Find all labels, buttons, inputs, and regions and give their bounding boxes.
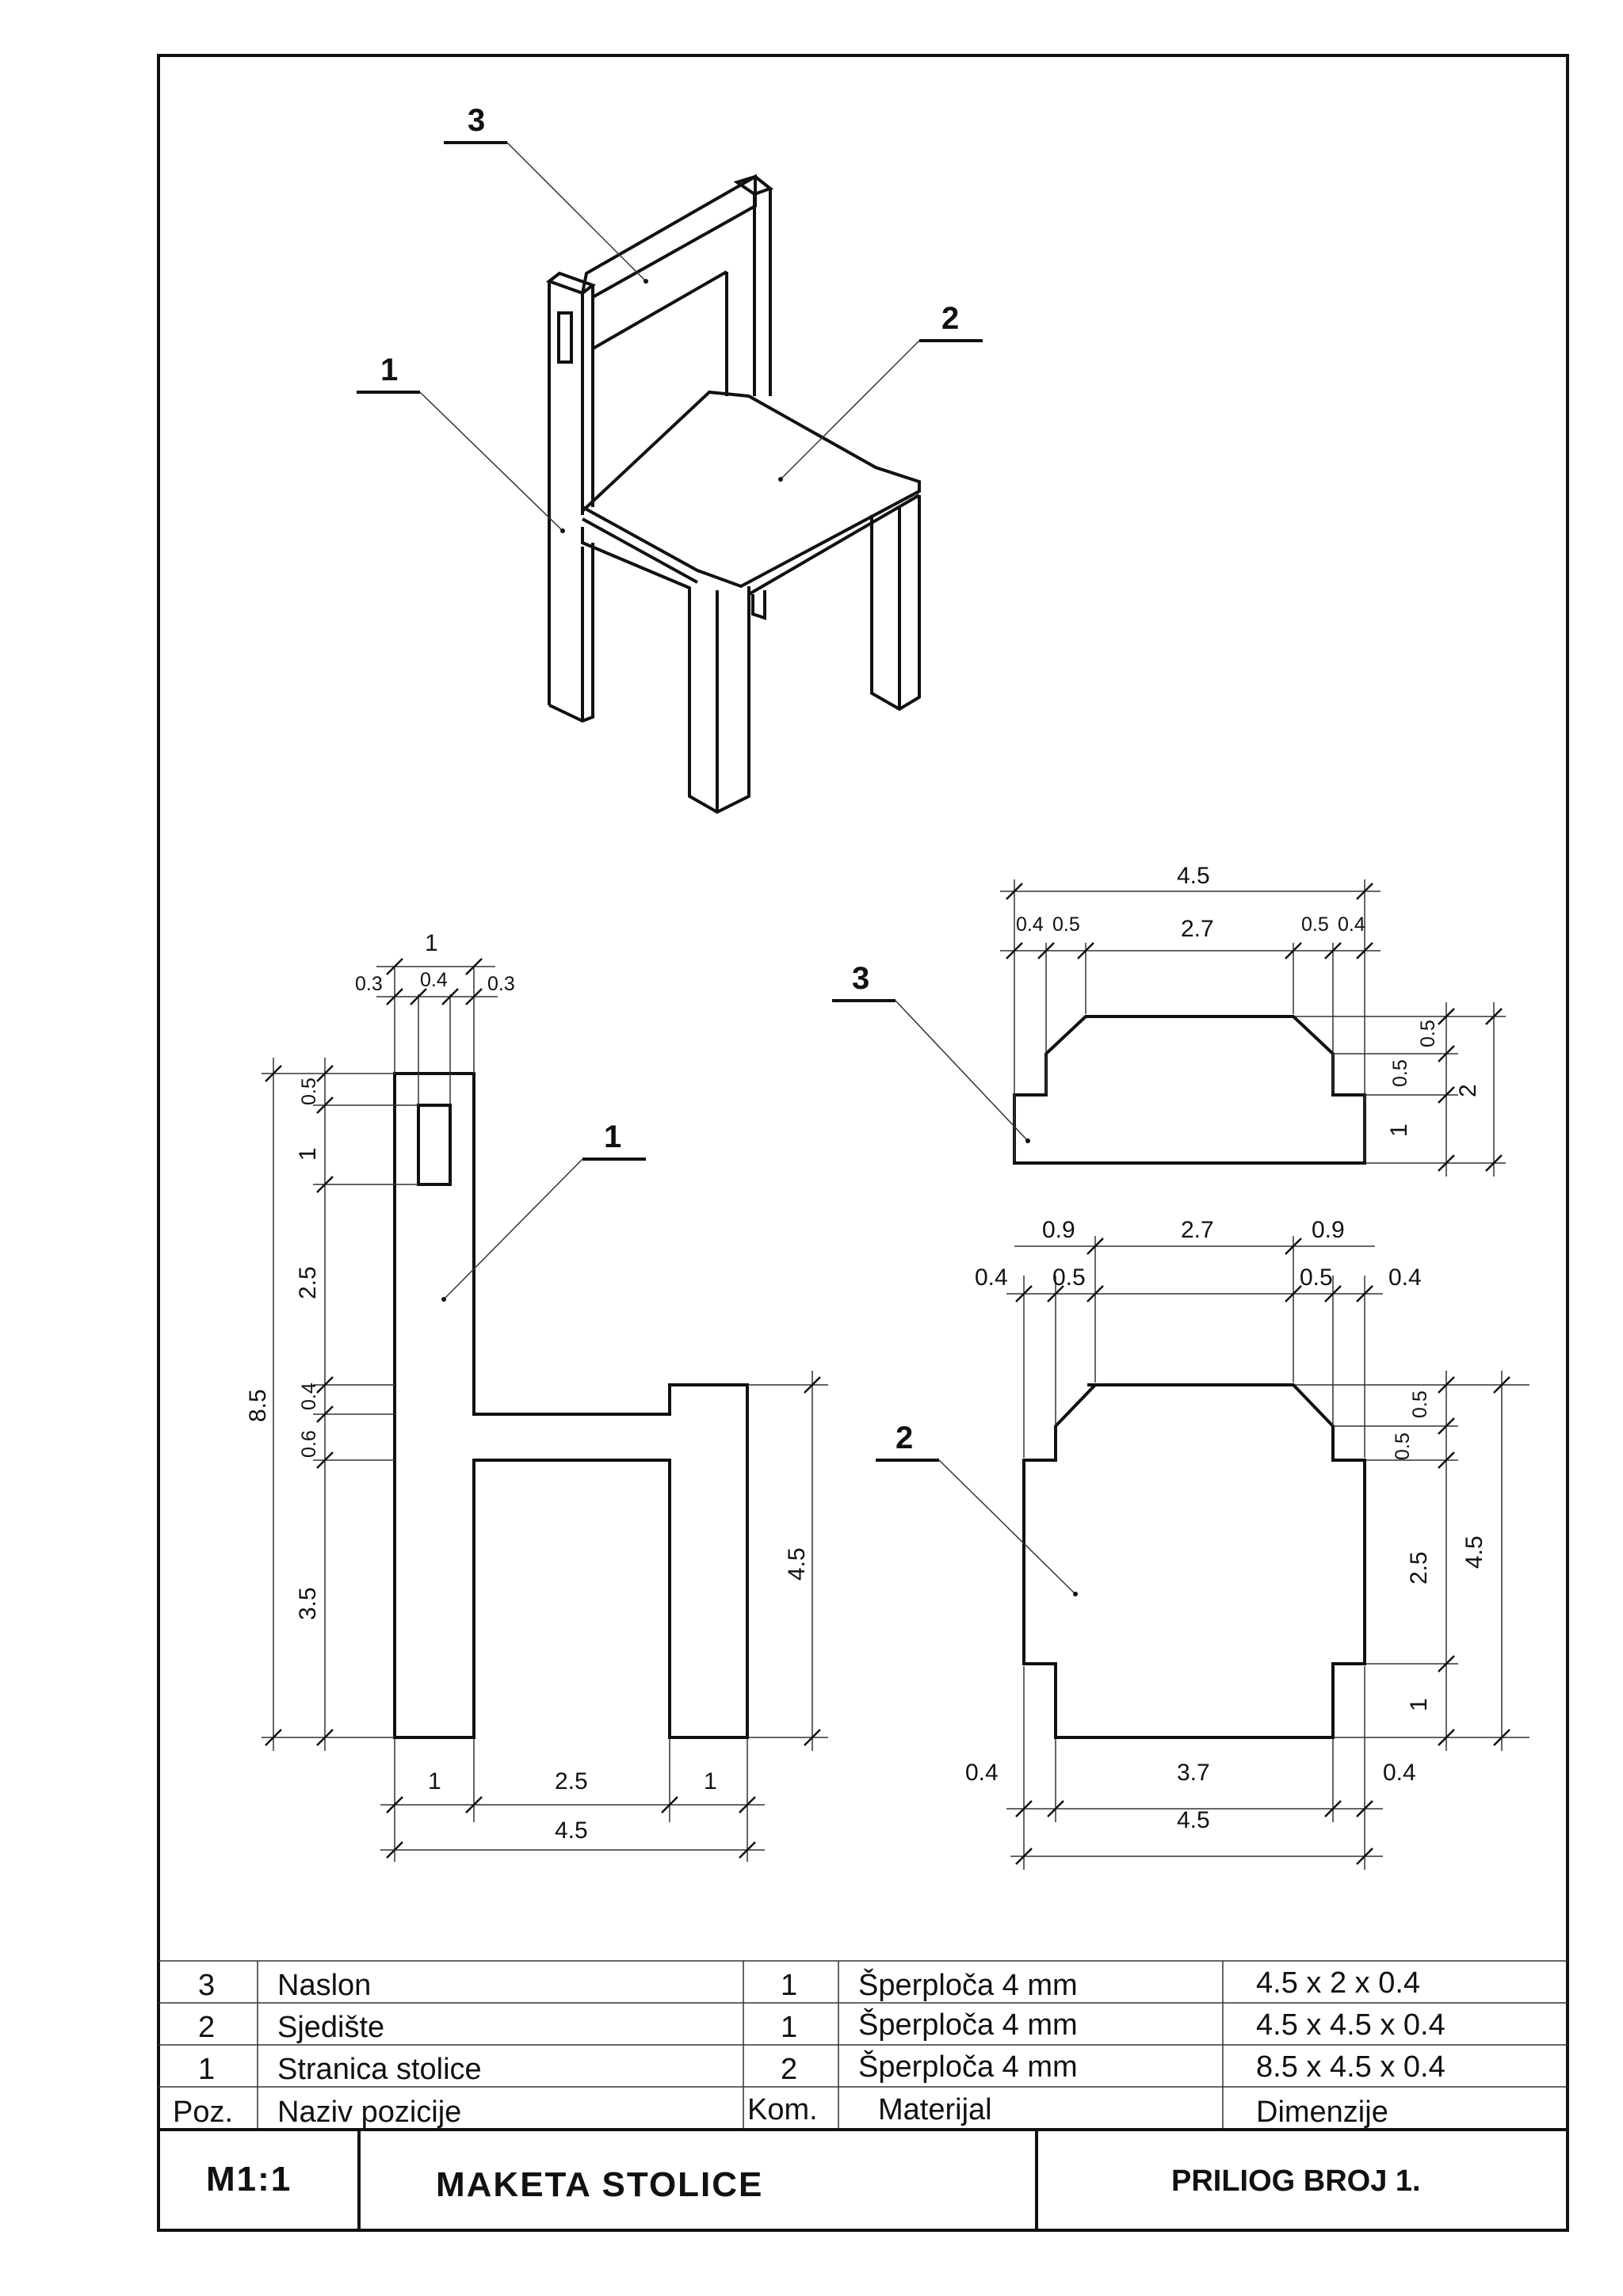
row-materijal: Šperploča 4 mm — [858, 1969, 1078, 2002]
backrest-dim-t2: 0.5 — [1052, 913, 1080, 936]
side-dim-top-total: 1 — [425, 930, 438, 956]
backrest-dim-t4: 0.5 — [1301, 913, 1329, 936]
side-dim-left-e: 0.6 — [298, 1430, 320, 1458]
header-poz: Poz. — [173, 2096, 234, 2129]
header-naziv: Naziv pozicije — [277, 2096, 462, 2129]
seat-dim-t3: 0.9 — [1312, 1217, 1345, 1243]
attachment-label: PRILIOG BROJ 1. — [1171, 2164, 1421, 2198]
header-materijal: Materijal — [878, 2093, 992, 2126]
side-dim-left-a: 0.5 — [298, 1077, 320, 1105]
seat-dim-b2: 3.7 — [1177, 1760, 1210, 1786]
side-callout-label-1: 1 — [604, 1119, 622, 1154]
seat-view-dimensions — [965, 1217, 1529, 1870]
seat-dim-t1: 0.9 — [1042, 1217, 1075, 1243]
side-dim-right-height: 4.5 — [784, 1547, 810, 1581]
backrest-dim-t1: 0.4 — [1016, 913, 1044, 936]
iso-callout-1 — [357, 353, 565, 533]
row-naziv: Stranica stolice — [277, 2053, 482, 2086]
seat-dim-t7: 0.4 — [1388, 1264, 1422, 1291]
row-naziv: Sjedište — [277, 2011, 385, 2044]
seat-dim-b-total: 4.5 — [1177, 1807, 1210, 1833]
backrest-callout-3 — [832, 961, 1030, 1143]
side-callout-1 — [441, 1119, 646, 1302]
seat-dim-t2: 2.7 — [1181, 1217, 1214, 1243]
side-dim-left-c: 2.5 — [295, 1266, 321, 1299]
side-dim-left-b: 1 — [295, 1147, 321, 1161]
drawing-border — [158, 55, 1568, 2230]
seat-callout-2 — [876, 1421, 1078, 1596]
side-dim-left-total: 8.5 — [245, 1389, 271, 1422]
seat-dim-t4: 0.4 — [975, 1264, 1008, 1291]
seat-callout-label-2: 2 — [896, 1421, 914, 1455]
backrest-dim-t3: 2.7 — [1181, 916, 1214, 942]
seat-dim-r1: 0.5 — [1409, 1390, 1431, 1418]
table-row-3 — [198, 1966, 1420, 2002]
table-row-2 — [198, 2007, 1445, 2044]
drawing-title: MAKETA STOLICE — [436, 2165, 764, 2204]
side-dim-bottom-b: 2.5 — [555, 1768, 588, 1794]
title-block — [206, 2130, 1421, 2230]
seat-dim-b3: 0.4 — [1383, 1760, 1416, 1786]
row-naziv: Naslon — [277, 1969, 372, 2002]
seat-dim-r2: 0.5 — [1392, 1432, 1414, 1460]
row-kom: 1 — [781, 2011, 798, 2044]
side-dim-top-left: 0.3 — [355, 973, 383, 995]
scale-label: M1:1 — [206, 2160, 292, 2199]
header-dimenzije: Dimenzije — [1256, 2096, 1388, 2129]
row-materijal: Šperploča 4 mm — [858, 2008, 1078, 2042]
side-dim-bottom-total: 4.5 — [555, 1817, 588, 1844]
row-kom: 2 — [781, 2053, 798, 2086]
callout-label-3: 3 — [468, 103, 486, 138]
row-kom: 1 — [781, 1969, 798, 2002]
side-dim-bottom-c: 1 — [704, 1768, 717, 1794]
row-poz: 2 — [198, 2011, 216, 2044]
row-materijal: Šperploča 4 mm — [858, 2050, 1078, 2084]
side-view-dimensions — [245, 930, 828, 1862]
side-dim-left-d: 0.4 — [298, 1383, 320, 1410]
side-view-part — [395, 1074, 747, 1737]
seat-dim-r3: 2.5 — [1406, 1551, 1432, 1585]
backrest-callout-label-3: 3 — [852, 961, 870, 996]
seat-dim-r4: 1 — [1406, 1698, 1432, 1711]
callout-label-2: 2 — [941, 301, 960, 336]
table-header — [173, 2093, 1388, 2129]
table-row-1 — [198, 2049, 1445, 2086]
iso-callout-2 — [778, 301, 983, 482]
row-poz: 1 — [198, 2053, 216, 2086]
row-poz: 3 — [198, 1969, 216, 2002]
callout-label-1: 1 — [380, 353, 399, 387]
backrest-dim-t5: 0.4 — [1338, 913, 1365, 936]
seat-dim-t6: 0.5 — [1300, 1264, 1333, 1291]
backrest-dim-r2: 0.5 — [1389, 1059, 1411, 1087]
backrest-dim-r1: 0.5 — [1417, 1020, 1439, 1047]
backrest-dim-top-total: 4.5 — [1177, 863, 1210, 889]
backrest-dim-r3: 1 — [1386, 1123, 1412, 1137]
side-dim-top-mid: 0.4 — [420, 969, 448, 991]
side-dim-top-right: 0.3 — [487, 973, 515, 995]
isometric-chair — [549, 177, 919, 812]
backrest-view-dimensions — [1000, 863, 1506, 1177]
backrest-dim-total: 2 — [1455, 1084, 1481, 1097]
seat-dim-r-total: 4.5 — [1461, 1535, 1487, 1569]
header-kom: Kom. — [747, 2093, 818, 2126]
row-dimenzije: 8.5 x 4.5 x 0.4 — [1256, 2050, 1445, 2084]
seat-view-part — [1024, 1385, 1365, 1737]
side-dim-left-f: 3.5 — [295, 1587, 321, 1620]
parts-table — [158, 1961, 1568, 2130]
seat-dim-b1: 0.4 — [965, 1760, 999, 1786]
row-dimenzije: 4.5 x 2 x 0.4 — [1256, 1966, 1421, 2000]
backrest-view-part — [1014, 1016, 1365, 1163]
row-dimenzije: 4.5 x 4.5 x 0.4 — [1256, 2008, 1445, 2042]
side-dim-bottom-a: 1 — [428, 1768, 441, 1794]
seat-dim-t5: 0.5 — [1052, 1264, 1086, 1291]
